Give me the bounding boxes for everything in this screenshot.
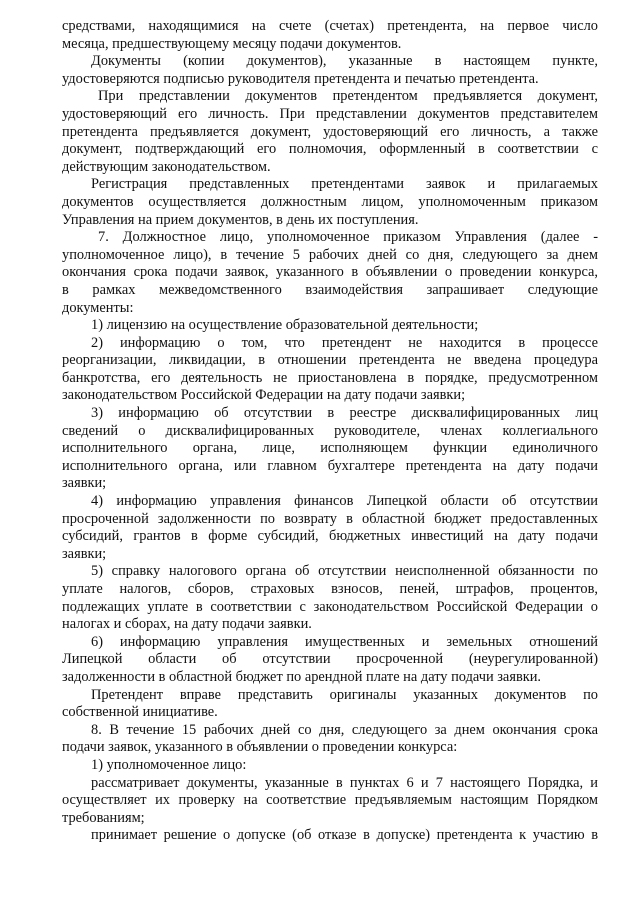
text-line: 6) информацию управления имущественных и земельных отношений [91, 633, 598, 650]
text-line: налогах и сборах, на дату подачи заявки. [62, 616, 312, 633]
text-line: документы: [62, 299, 134, 316]
text-line: уплате налогов, сборов, страховых взносов, пеней, штрафов, процентов, [62, 581, 598, 597]
text-line: подлежащих уплате в соответствии с законодательством Российской Федерации о [62, 598, 598, 615]
text-line: Документы (копии документов), указанные в настоящем пункте, [91, 53, 598, 70]
text-line: 3) информацию об отсутствии в реестре дисквалифицированных лиц [91, 405, 598, 422]
text-line: 2) информацию о том, что претендент не находится в процессе [91, 334, 598, 351]
text-line: 1) уполномоченное лицо: [91, 756, 247, 773]
text-line: задолженности в областной бюджет по арендной плате на дату подачи заявки. [62, 668, 542, 685]
text-line: уполномоченное лицо), в течение 5 рабочих дней со дня, следующего за днем [62, 246, 598, 263]
text-line: требованиям; [62, 809, 145, 826]
text-line: субсидий, грантов в форме субсидий, бюджетных инвестиций на дату подачи [62, 528, 598, 545]
text-line: претендента предъявляется документ, удостоверяющий его личность, а также [62, 123, 598, 140]
text-line: средствами, находящимися на счете (счетах) претендента, на первое число [62, 18, 598, 34]
text-line: сведений о дисквалифицированных руководителе, членах коллегиального [62, 422, 598, 439]
text-line: банкротства, его деятельность не приостановлена в порядке, предусмотренном [62, 369, 598, 386]
text-line: просроченной задолженности по возврату в областной бюджет предоставленных [62, 510, 598, 527]
text-line: собственной инициативе. [62, 704, 218, 721]
text-line: осуществляет их проверку на соответствие предъявляемым настоящим Порядком [62, 792, 598, 809]
text-line: заявки; [62, 545, 107, 562]
text-line: удостоверяются подписью руководителя претендента и печатью претендента. [62, 70, 539, 87]
text-line: Регистрация представленных претендентами заявок и прилагаемых [91, 176, 598, 193]
text-line: Управления на прием документов, в день их поступления. [62, 211, 419, 228]
text-line: действующим законодательством. [62, 158, 271, 175]
text-line: 7. Должностное лицо, уполномоченное приказом Управления (далее - [98, 229, 598, 246]
text-line: месяца, предшествующему месяцу подачи документов. [62, 35, 402, 52]
text-line: 1) лицензию на осуществление образовательной деятельности; [91, 317, 479, 334]
text-line: заявки; [62, 475, 107, 492]
text-line: удостоверяющий его личность. При представлении документов представителем [62, 105, 598, 122]
text-line: принимает решение о допуске (об отказе в допуске) претендента к участию в [91, 827, 598, 844]
text-line: рассматривает документы, указанные в пунктах 6 и 7 настоящего Порядка, и [91, 774, 598, 791]
text-line: 8. В течение 15 рабочих дней со дня, следующего за днем окончания срока [91, 721, 598, 738]
text-line: документ, подтверждающий его полномочия, оформленный в соответствии с [62, 141, 598, 158]
text-line: окончания срока подачи заявок, указанного в объявлении о проведении конкурса, [62, 264, 598, 281]
text-line: реорганизации, ликвидации, в отношении претендента не введена процедура [62, 352, 598, 369]
text-line: подачи заявок, указанного в объявлении о проведении конкурса: [62, 739, 458, 756]
text-line: 4) информацию управления финансов Липецкой области об отсутствии [91, 493, 598, 510]
text-line: исполнительного органа, или главном бухгалтере претендента на дату подачи [62, 457, 598, 474]
text-line: в рамках межведомственного взаимодействия запрашивает следующие [62, 281, 598, 298]
text-line: Претендент вправе представить оригиналы указанных документов по [91, 686, 598, 703]
text-line: 5) справку налогового органа об отсутствии неисполненной обязанности по [91, 563, 598, 580]
text-line: законодательством Российской Федерации на дату подачи заявки; [62, 387, 466, 404]
text-line: Липецкой области об отсутствии просроченной (неурегулированной) [62, 651, 598, 668]
text-line: При представлении документов претендентом предъявляется документ, [98, 88, 598, 105]
document-body [62, 18, 598, 845]
text-line: документов осуществляется должностным лицом, уполномоченным приказом [62, 193, 598, 210]
text-line: исполнительного органа, лице, исполняющем функции единоличного [62, 440, 598, 457]
